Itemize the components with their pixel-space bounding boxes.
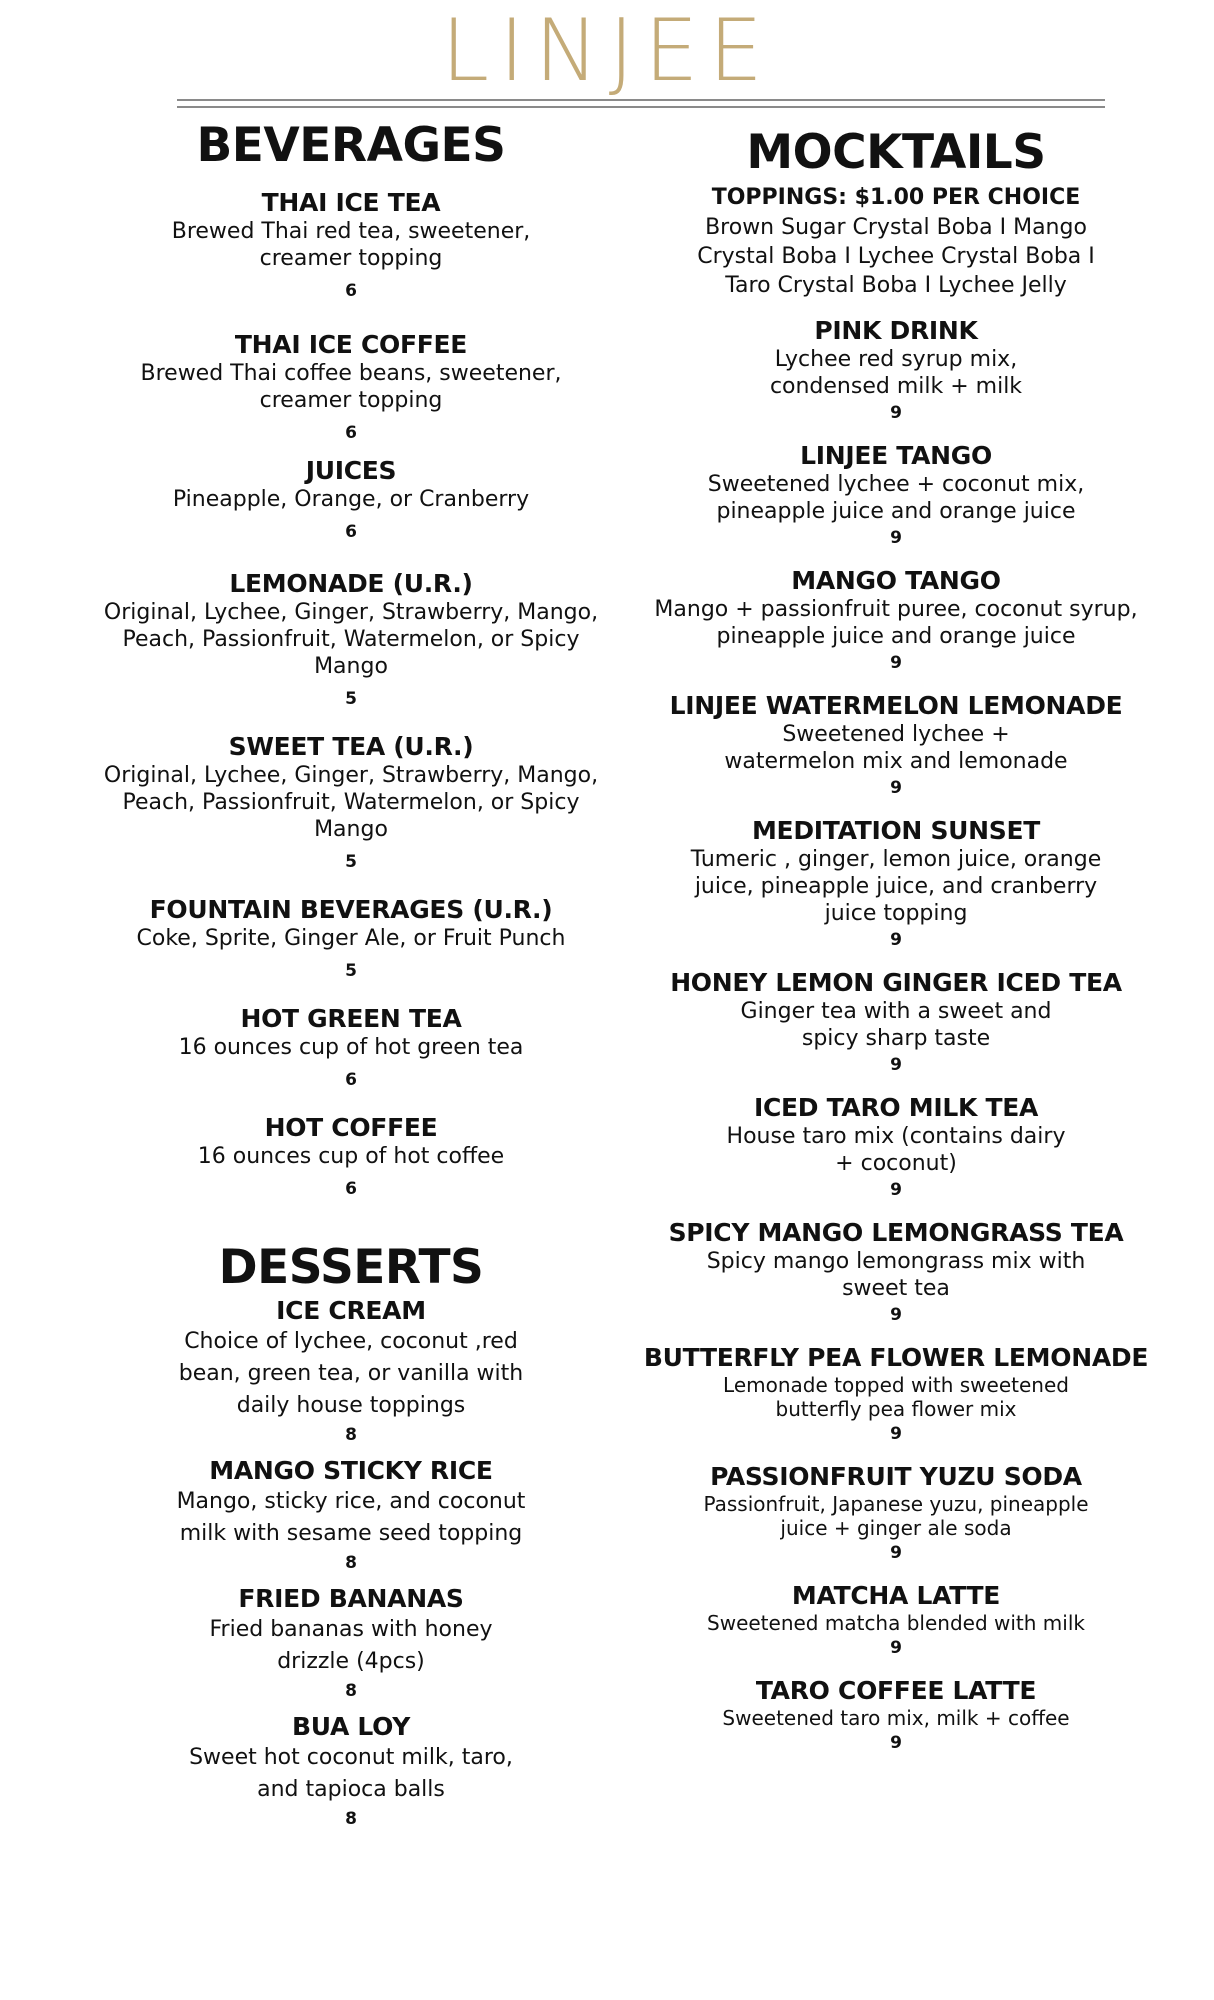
item-description: Sweetened lychee + coconut mix, pineapple juice and orange juice — [707, 472, 1085, 524]
menu-item — [626, 441, 1166, 549]
item-price: 9 — [890, 528, 902, 548]
item-name: ICE CREAM — [276, 1296, 426, 1325]
item-description: 16 ounces cup of hot green tea — [178, 1035, 524, 1060]
item-price: 9 — [890, 403, 902, 423]
mocktails-heading: MOCKTAILS — [746, 125, 1046, 180]
item-name: PINK DRINK — [814, 316, 978, 345]
item-description: Mango + passionfruit puree, coconut syrup, pineapple juice and orange juice — [654, 597, 1138, 649]
menu-item — [626, 1462, 1166, 1564]
item-price: 9 — [890, 1180, 902, 1200]
toppings-heading: TOPPINGS: $1.00 PER CHOICE — [711, 185, 1081, 210]
item-price: 6 — [345, 522, 357, 542]
menu-item — [96, 1296, 606, 1446]
menu-item — [626, 566, 1166, 674]
menu-item — [96, 330, 606, 444]
item-name: HOT COFFEE — [264, 1113, 438, 1142]
item-description: Ginger tea with a sweet and spicy sharp taste — [740, 999, 1052, 1051]
item-name: HONEY LEMON GINGER ICED TEA — [670, 968, 1122, 997]
item-price: 9 — [890, 1305, 902, 1325]
item-description: 16 ounces cup of hot coffee — [197, 1144, 505, 1169]
item-description: Brewed Thai red tea, sweetener, creamer topping — [171, 219, 531, 271]
item-name: SPICY MANGO LEMONGRASS TEA — [668, 1218, 1124, 1247]
item-description: Sweetened lychee + watermelon mix and lemonade — [724, 722, 1068, 774]
item-price: 8 — [345, 1681, 357, 1701]
menu-item — [96, 1712, 606, 1830]
item-price: 9 — [890, 1543, 902, 1563]
menu-item — [626, 1218, 1166, 1326]
item-name: MATCHA LATTE — [791, 1581, 1001, 1610]
item-price: 9 — [890, 778, 902, 798]
item-name: JUICES — [305, 456, 397, 485]
beverages-heading: BEVERAGES — [196, 118, 506, 173]
item-price: 9 — [890, 930, 902, 950]
menu-item — [626, 816, 1166, 951]
menu-item — [626, 1343, 1166, 1445]
item-name: SWEET TEA (U.R.) — [228, 732, 474, 761]
item-name: MANGO STICKY RICE — [209, 1456, 493, 1485]
menu-item — [96, 569, 606, 710]
desserts-list — [96, 1296, 606, 1830]
item-description: House taro mix (contains dairy + coconut) — [726, 1124, 1066, 1176]
left-column — [96, 118, 606, 1840]
item-price: 9 — [890, 1424, 902, 1444]
item-description: Lemonade topped with sweetened butterfly pea flower mix — [723, 1373, 1069, 1421]
right-column — [626, 125, 1166, 1771]
item-description: Original, Lychee, Ginger, Strawberry, Mango, Peach, Passionfruit, Watermelon, or Spicy Mango — [103, 600, 599, 679]
item-name: HOT GREEN TEA — [240, 1004, 462, 1033]
item-price: 5 — [345, 961, 357, 981]
menu-item — [626, 1581, 1166, 1659]
desserts-heading: DESSERTS — [218, 1240, 484, 1295]
menu-item — [96, 1113, 606, 1200]
item-name: TARO COFFEE LATTE — [755, 1676, 1037, 1705]
item-description: Fried bananas with honey drizzle (4pcs) — [209, 1617, 493, 1674]
item-price: 9 — [890, 653, 902, 673]
item-name: PASSIONFRUIT YUZU SODA — [710, 1462, 1082, 1491]
item-price: 8 — [345, 1809, 357, 1829]
item-price: 5 — [345, 852, 357, 872]
beverages-list — [96, 188, 606, 1200]
brand-logo: LINJEE — [441, 1, 773, 101]
item-description: Pineapple, Orange, or Cranberry — [172, 487, 530, 512]
menu-item — [626, 968, 1166, 1076]
item-name: LINJEE WATERMELON LEMONADE — [669, 691, 1123, 720]
item-description: Brewed Thai coffee beans, sweetener, creamer topping — [140, 361, 562, 413]
mocktails-list — [626, 316, 1166, 1754]
item-price: 8 — [345, 1425, 357, 1445]
item-description: Sweetened matcha blended with milk — [707, 1611, 1085, 1635]
item-name: MEDITATION SUNSET — [751, 816, 1041, 845]
item-description: Sweet hot coconut milk, taro, and tapioca balls — [189, 1745, 513, 1802]
item-description: Mango, sticky rice, and coconut milk with sesame seed topping — [176, 1489, 526, 1546]
item-name: ICED TARO MILK TEA — [753, 1093, 1039, 1122]
item-name: FOUNTAIN BEVERAGES (U.R.) — [149, 895, 553, 924]
item-description: Lychee red syrup mix, condensed milk + milk — [769, 347, 1023, 399]
item-description: Coke, Sprite, Ginger Ale, or Fruit Punch — [136, 926, 566, 951]
item-description: Sweetened taro mix, milk + coffee — [722, 1706, 1070, 1730]
header-divider-bottom — [177, 106, 1105, 108]
menu-item — [96, 895, 606, 982]
menu-item — [96, 188, 606, 302]
item-name: FRIED BANANAS — [238, 1584, 464, 1613]
item-name: BUA LOY — [291, 1712, 411, 1741]
menu-item — [626, 1093, 1166, 1201]
menu-item — [96, 456, 606, 543]
item-description: Tumeric , ginger, lemon juice, orange juice, pineapple juice, and cranberry juice topping — [690, 847, 1102, 926]
menu-item — [626, 1676, 1166, 1754]
menu-item — [96, 1456, 606, 1574]
item-price: 9 — [890, 1055, 902, 1075]
item-price: 8 — [345, 1553, 357, 1573]
menu-item — [96, 732, 606, 873]
item-price: 9 — [890, 1733, 902, 1753]
item-description: Passionfruit, Japanese yuzu, pineapple juice + ginger ale soda — [703, 1492, 1089, 1540]
menu-item — [626, 691, 1166, 799]
item-name: MANGO TANGO — [791, 566, 1001, 595]
header-divider-top — [177, 99, 1105, 101]
item-name: BUTTERFLY PEA FLOWER LEMONADE — [643, 1343, 1149, 1372]
item-price: 6 — [345, 281, 357, 301]
menu-item — [96, 1584, 606, 1702]
menu-item — [626, 316, 1166, 424]
item-description: Spicy mango lemongrass mix with sweet tea — [706, 1249, 1086, 1301]
item-price: 6 — [345, 423, 357, 443]
item-name: THAI ICE COFFEE — [234, 330, 468, 359]
item-name: THAI ICE TEA — [261, 188, 441, 217]
item-price: 6 — [345, 1070, 357, 1090]
item-description: Original, Lychee, Ginger, Strawberry, Mango, Peach, Passionfruit, Watermelon, or Spicy Mango — [103, 763, 599, 842]
item-price: 5 — [345, 689, 357, 709]
item-description: Choice of lychee, coconut ,red bean, green tea, or vanilla with daily house toppings — [178, 1329, 524, 1418]
toppings-list: Brown Sugar Crystal Boba I Mango Crystal Boba I Lychee Crystal Boba I Taro Crystal Boba I Lychee Jelly — [697, 215, 1095, 298]
item-price: 9 — [890, 1638, 902, 1658]
menu-item — [96, 1004, 606, 1091]
item-price: 6 — [345, 1179, 357, 1199]
item-name: LEMONADE (U.R.) — [229, 569, 473, 598]
item-name: LINJEE TANGO — [800, 441, 992, 470]
